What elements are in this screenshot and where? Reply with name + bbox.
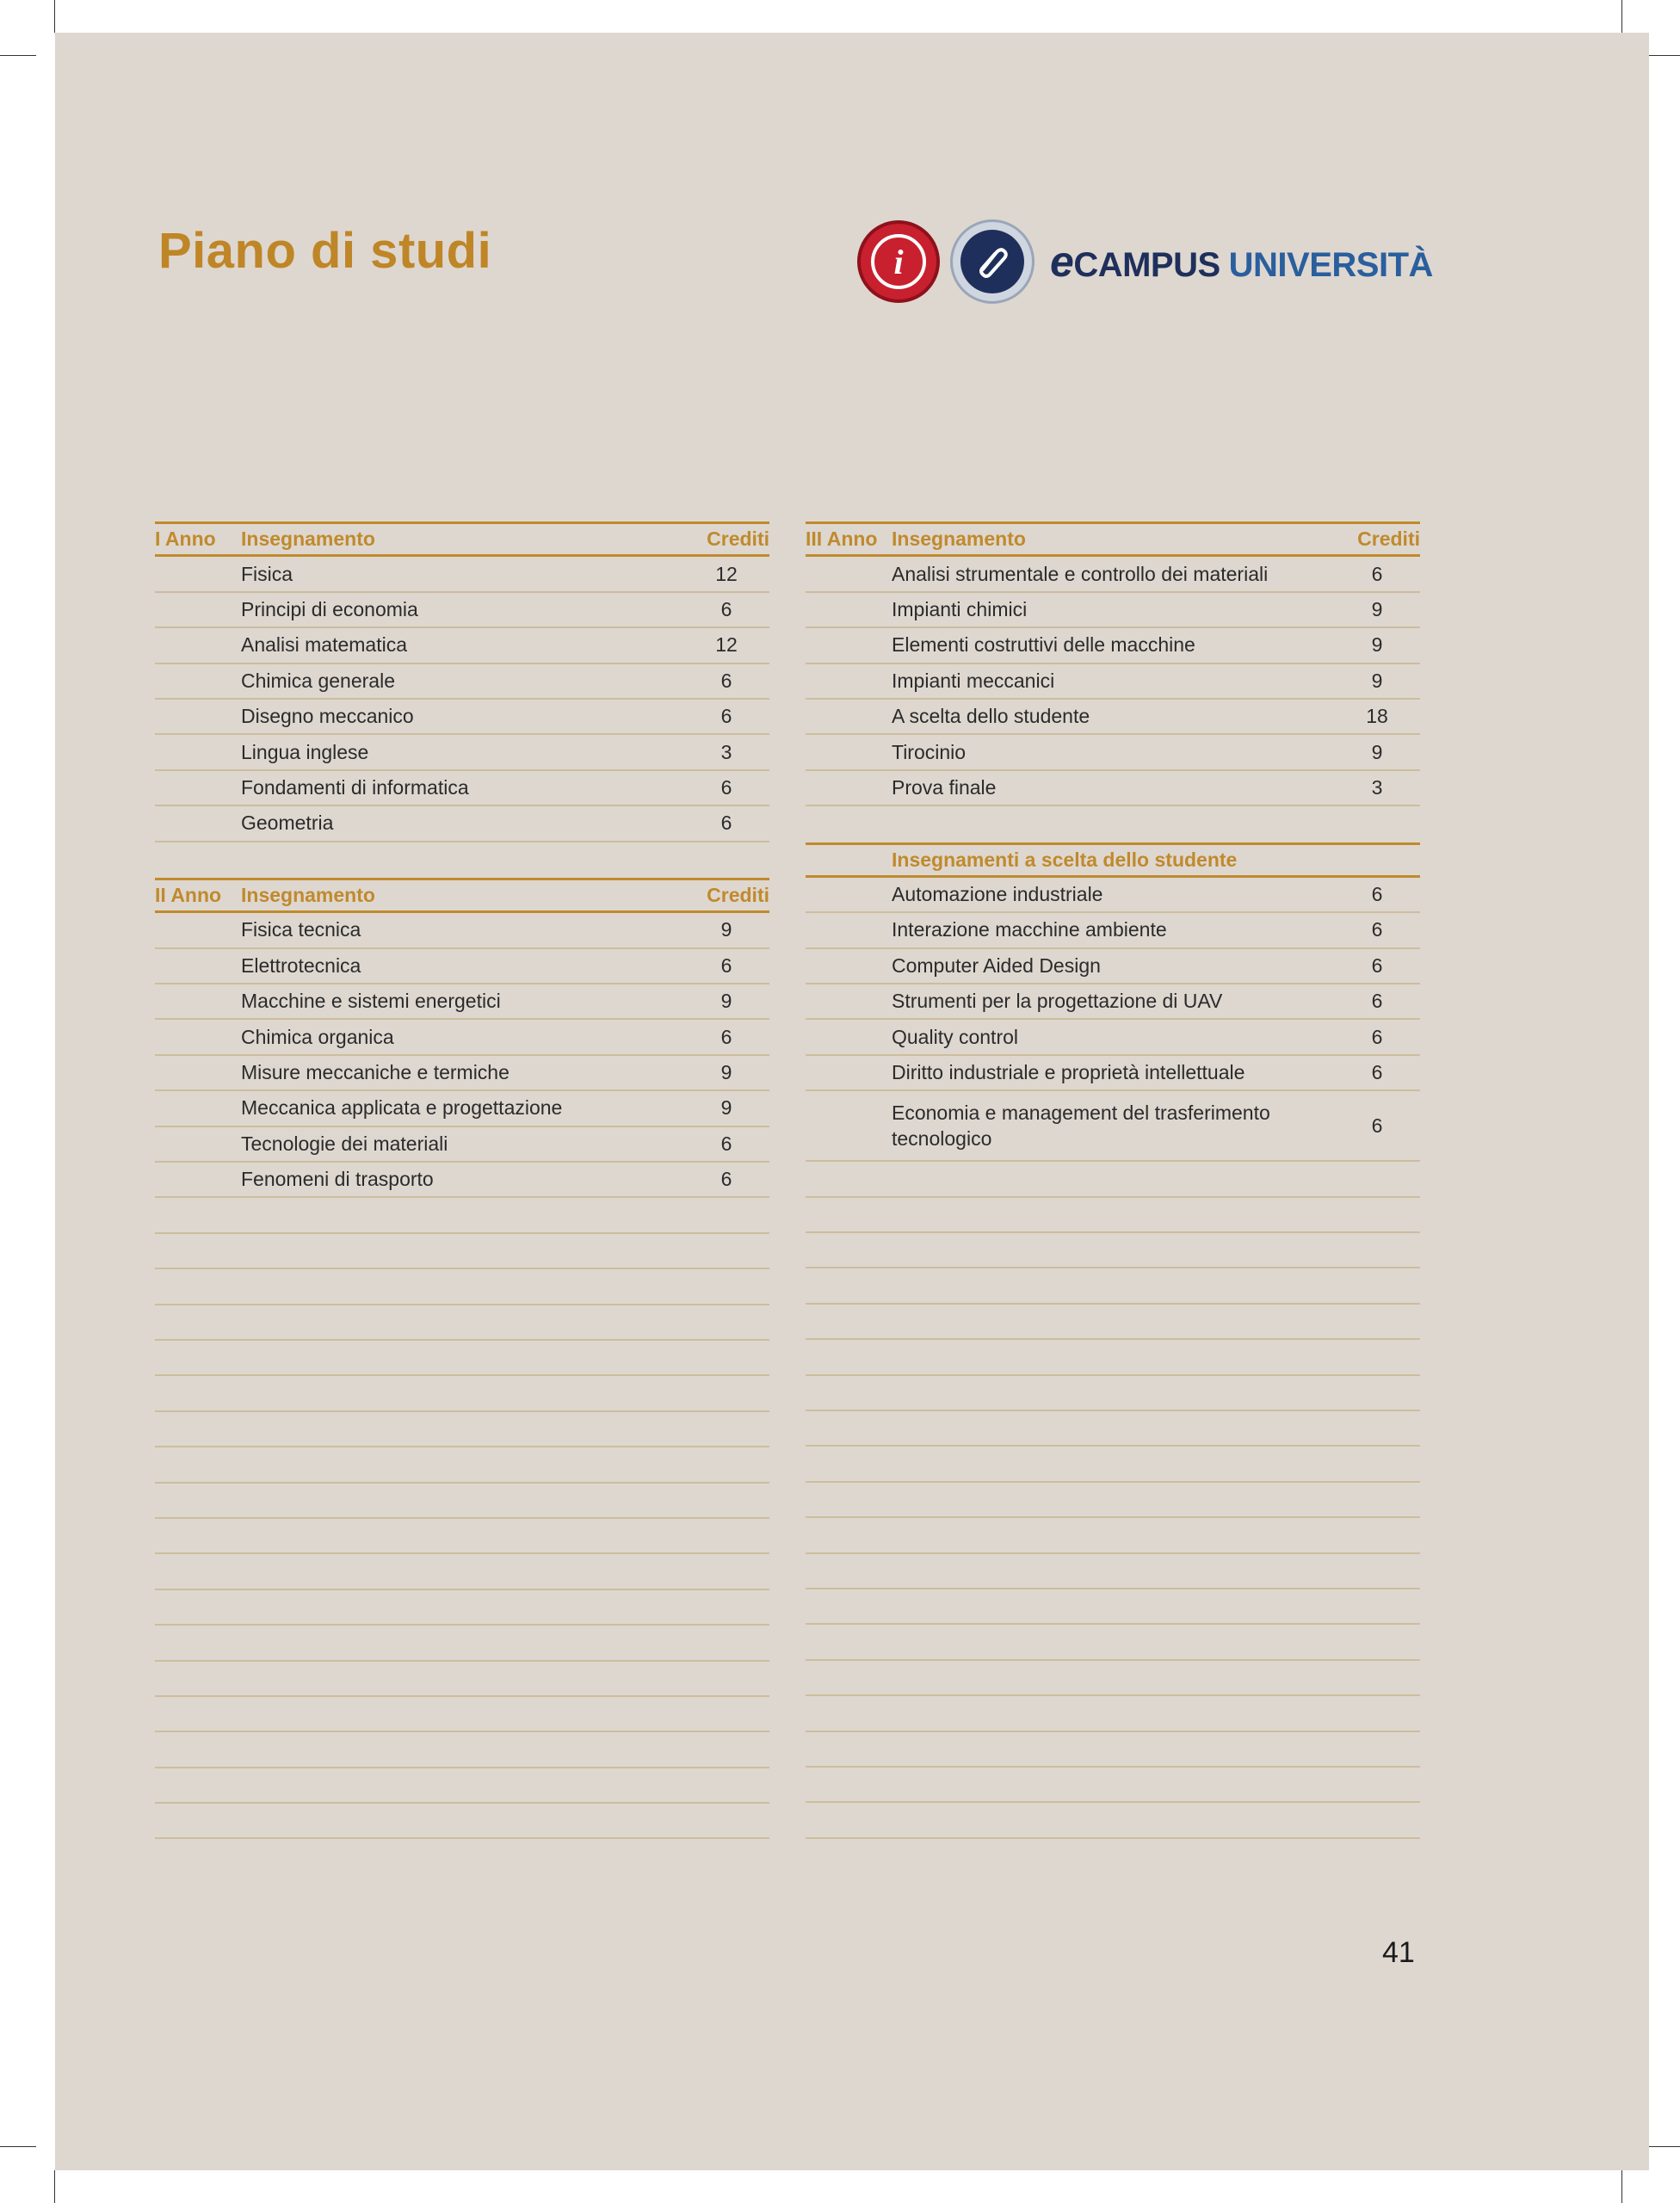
- course-name: Analisi strumentale e controllo dei materiali: [892, 562, 1269, 585]
- course-credits: 6: [1371, 1114, 1383, 1137]
- blank-row: [155, 1376, 769, 1411]
- course-credits: 6: [1371, 1025, 1383, 1048]
- course-name: Fondamenti di informatica: [241, 775, 469, 799]
- blank-row: [806, 1340, 1420, 1375]
- year1-header: [155, 521, 769, 557]
- table-row: [806, 1020, 1420, 1055]
- crop-mark: [0, 2146, 36, 2147]
- course-name: Analisi matematica: [241, 633, 408, 657]
- table-row: [806, 557, 1420, 592]
- left-column: [155, 521, 769, 1839]
- blank-row: [806, 1589, 1420, 1625]
- table-row: [806, 984, 1420, 1020]
- course-credits: 6: [1371, 990, 1383, 1013]
- course-name: A scelta dello studente: [892, 705, 1090, 728]
- course-name: Macchine e sistemi energetici: [241, 990, 501, 1013]
- course-credits: 9: [720, 1096, 732, 1120]
- blank-row: [155, 1198, 769, 1233]
- course-credits: 3: [720, 740, 732, 763]
- course-name: Fisica: [241, 562, 293, 585]
- course-name: Disegno meccanico: [241, 705, 414, 728]
- credits-header: Crediti: [707, 528, 769, 551]
- year3-header: [806, 521, 1420, 557]
- course-credits: 6: [720, 1168, 732, 1191]
- course-name: Automazione industriale: [892, 883, 1103, 906]
- blank-row: [806, 1732, 1420, 1768]
- blank-row: [806, 1411, 1420, 1447]
- blank-row: [806, 1518, 1420, 1553]
- table-row: [806, 913, 1420, 948]
- course-credits: 6: [720, 705, 732, 728]
- brand-universita: UNIVERSITÀ: [1228, 246, 1433, 284]
- brand-wordmark: [1050, 237, 1433, 287]
- blank-row: [155, 1484, 769, 1519]
- blank-row: [806, 1268, 1420, 1304]
- seal-red-icon: [857, 220, 940, 303]
- blank-row: [806, 1661, 1420, 1696]
- table-row: [155, 771, 769, 806]
- table-row: [806, 735, 1420, 770]
- course-name: Computer Aided Design: [892, 953, 1101, 977]
- course-credits: 3: [1371, 775, 1383, 799]
- blank-row: [155, 1341, 769, 1376]
- course-header: Insegnamento: [241, 528, 375, 551]
- table-row: [155, 593, 769, 628]
- year2-header: [155, 878, 769, 913]
- blank-row: [806, 1447, 1420, 1482]
- crop-mark: [1621, 2170, 1622, 2203]
- seal-letter: i: [871, 234, 926, 289]
- crop-mark: [1644, 2146, 1680, 2147]
- year2-label: II Anno: [155, 884, 222, 907]
- university-logo: [857, 217, 1433, 306]
- table-row: [806, 949, 1420, 984]
- course-name: Elettrotecnica: [241, 953, 361, 977]
- table-row: [155, 806, 769, 842]
- crop-mark: [1644, 55, 1680, 56]
- course-credits: 9: [1371, 597, 1383, 620]
- blank-row: [155, 1697, 769, 1732]
- course-name: Impianti chimici: [892, 597, 1028, 620]
- blank-row: [155, 1234, 769, 1269]
- course-name: Economia e management del trasferimento tecnologico: [892, 1102, 1270, 1151]
- crop-mark: [54, 0, 55, 33]
- course-credits: 9: [720, 1061, 732, 1084]
- blank-row: [806, 1803, 1420, 1838]
- blank-row: [806, 806, 1420, 842]
- blank-row: [155, 1269, 769, 1305]
- course-name: Tecnologie dei materiali: [241, 1132, 448, 1155]
- course-credits: 12: [715, 633, 738, 657]
- table-row: [155, 557, 769, 592]
- blank-row: [806, 1696, 1420, 1731]
- table-row: [155, 1163, 769, 1198]
- course-name: Meccanica applicata e progettazione: [241, 1096, 563, 1120]
- blank-row: [155, 1519, 769, 1554]
- blank-row: [806, 1483, 1420, 1518]
- course-credits: 6: [720, 953, 732, 977]
- blank-row: [155, 1662, 769, 1697]
- table-row: [155, 628, 769, 663]
- crop-mark: [1621, 0, 1622, 33]
- credits-header: Crediti: [1357, 528, 1420, 551]
- course-name: Elementi costruttivi delle macchine: [892, 633, 1195, 657]
- course-credits: 6: [1371, 953, 1383, 977]
- table-row: [155, 700, 769, 735]
- table-row: [806, 664, 1420, 700]
- electives-label: Insegnamenti a scelta dello studente: [892, 848, 1238, 871]
- course-credits: 9: [1371, 633, 1383, 657]
- course-name: Fisica tecnica: [241, 918, 361, 941]
- table-row: [155, 1056, 769, 1091]
- seal-blue-inner: [960, 230, 1024, 293]
- course-name: Diritto industriale e proprietà intellettuale: [892, 1061, 1245, 1084]
- course-name: Prova finale: [892, 775, 997, 799]
- blank-row: [155, 1554, 769, 1589]
- table-row: [155, 984, 769, 1020]
- course-credits: 9: [720, 918, 732, 941]
- blank-row: [155, 1804, 769, 1839]
- blank-row: [806, 1376, 1420, 1411]
- electives-header: [806, 842, 1420, 878]
- paperclip-icon: [971, 240, 1014, 283]
- course-name: Quality control: [892, 1025, 1019, 1048]
- course-name: Impianti meccanici: [892, 669, 1055, 692]
- table-row: [806, 700, 1420, 735]
- course-name: Chimica generale: [241, 669, 395, 692]
- blank-row: [155, 1768, 769, 1804]
- blank-row: [806, 1305, 1420, 1340]
- seal-blue-icon: [950, 219, 1035, 304]
- brand-e: e: [1050, 238, 1074, 286]
- brand-campus: CAMPUS: [1073, 246, 1220, 284]
- credits-header: Crediti: [707, 884, 769, 907]
- course-credits: 6: [1371, 883, 1383, 906]
- course-credits: 9: [1371, 740, 1383, 763]
- blank-row: [806, 1162, 1420, 1197]
- course-name: Fenomeni di trasporto: [241, 1168, 434, 1191]
- blank-row: [155, 1447, 769, 1483]
- blank-row: [155, 842, 769, 878]
- course-credits: 9: [1371, 669, 1383, 692]
- table-row: [155, 664, 769, 700]
- blank-row: [806, 1625, 1420, 1660]
- course-credits: 6: [720, 1025, 732, 1048]
- blank-row: [155, 1305, 769, 1341]
- page-title: Piano di studi: [158, 223, 492, 279]
- blank-row: [806, 1233, 1420, 1268]
- course-credits: 6: [720, 597, 732, 620]
- course-header: Insegnamento: [241, 884, 375, 907]
- table-row: [155, 1091, 769, 1126]
- course-name: Tirocinio: [892, 740, 967, 763]
- table-row: [155, 735, 769, 770]
- course-credits: 6: [720, 669, 732, 692]
- course-credits: 18: [1366, 705, 1388, 728]
- right-column: [806, 521, 1420, 1839]
- course-name: Geometria: [241, 811, 334, 835]
- blank-row: [155, 1626, 769, 1661]
- crop-mark: [0, 55, 36, 56]
- table-row: [806, 628, 1420, 663]
- course-name: Lingua inglese: [241, 740, 369, 763]
- blank-row: [155, 1732, 769, 1768]
- blank-row: [806, 1198, 1420, 1233]
- blank-row: [806, 1554, 1420, 1589]
- table-row: [155, 1127, 769, 1163]
- course-name: Strumenti per la progettazione di UAV: [892, 990, 1223, 1013]
- course-credits: 12: [715, 562, 738, 585]
- blank-row: [155, 1412, 769, 1447]
- year1-label: I Anno: [155, 528, 216, 551]
- course-credits: 6: [1371, 1061, 1383, 1084]
- table-row: [155, 1020, 769, 1055]
- course-credits: 6: [720, 1132, 732, 1155]
- table-row: [155, 913, 769, 948]
- table-row: [806, 1056, 1420, 1091]
- blank-row: [155, 1590, 769, 1626]
- table-row: [806, 878, 1420, 913]
- course-credits: 6: [1371, 562, 1383, 585]
- course-credits: 6: [720, 775, 732, 799]
- course-name: Misure meccaniche e termiche: [241, 1061, 510, 1084]
- course-name: Principi di economia: [241, 597, 418, 620]
- year3-label: III Anno: [806, 528, 878, 551]
- page-number: 41: [1382, 1936, 1415, 1969]
- table-row: [806, 771, 1420, 806]
- course-credits: 6: [1371, 918, 1383, 941]
- crop-mark: [54, 2170, 55, 2203]
- course-name: Chimica organica: [241, 1025, 394, 1048]
- course-header: Insegnamento: [892, 528, 1026, 551]
- table-row: [155, 949, 769, 984]
- table-row: [806, 1091, 1420, 1162]
- blank-row: [806, 1768, 1420, 1803]
- course-credits: 6: [720, 811, 732, 835]
- table-row: [806, 593, 1420, 628]
- course-credits: 9: [720, 990, 732, 1013]
- course-name: Interazione macchine ambiente: [892, 918, 1167, 941]
